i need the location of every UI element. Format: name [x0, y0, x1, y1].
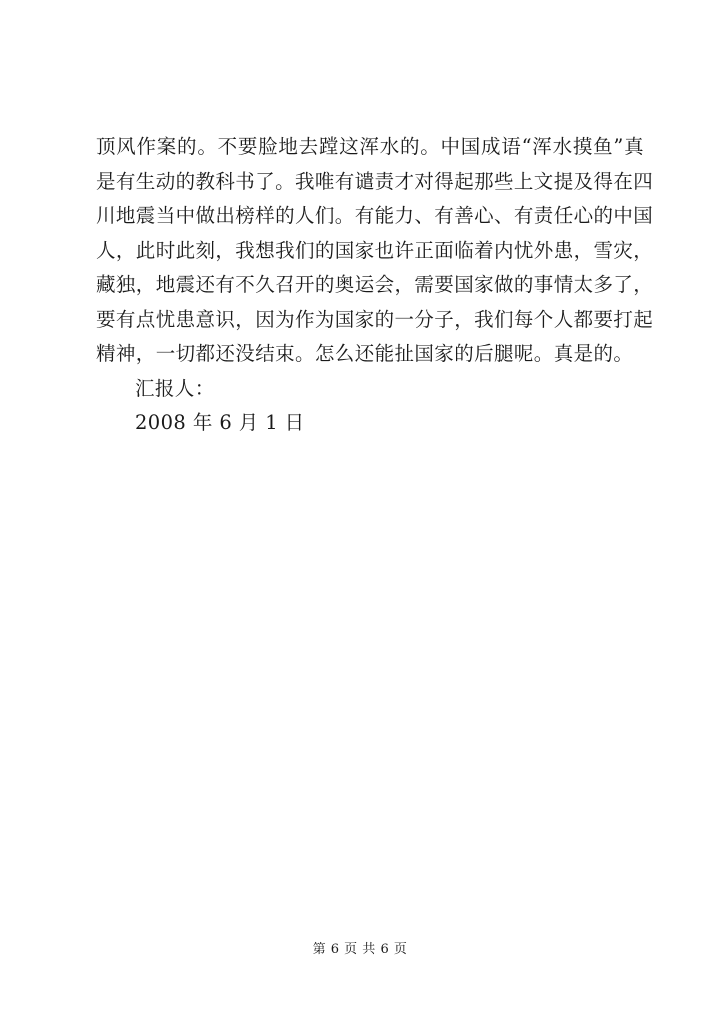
paragraph-line: 人，此时此刻，我想我们的国家也许正面临着内忧外患，雪灾，: [96, 238, 654, 262]
paragraph-line: 藏独，地震还有不久召开的奥运会，需要国家做的事情太多了，: [96, 273, 654, 296]
paragraph-line: 川地震当中做出榜样的人们。有能力、有善心、有责任心的中国: [96, 204, 654, 227]
paragraph-line: 要有点忧患意识，因为作为国家的一分子，我们每个人都要打起: [96, 307, 654, 331]
body-text: [96, 130, 654, 441]
paragraph-line: 顶风作案的。不要脸地去蹚这浑水的。中国成语“浑水摸鱼”真: [96, 135, 644, 158]
signature-label: 汇报人：: [135, 376, 215, 400]
paragraph-line: 是有生动的教科书了。我唯有谴责才对得起那些上文提及得在四: [96, 169, 654, 193]
page-indicator: 第 6 页 共 6 页: [312, 942, 408, 957]
report-date: 2008 年 6 月 1 日: [135, 411, 305, 434]
paragraph-line: 精神，一切都还没结束。怎么还能扯国家的后腿呢。真是的。: [96, 342, 634, 365]
